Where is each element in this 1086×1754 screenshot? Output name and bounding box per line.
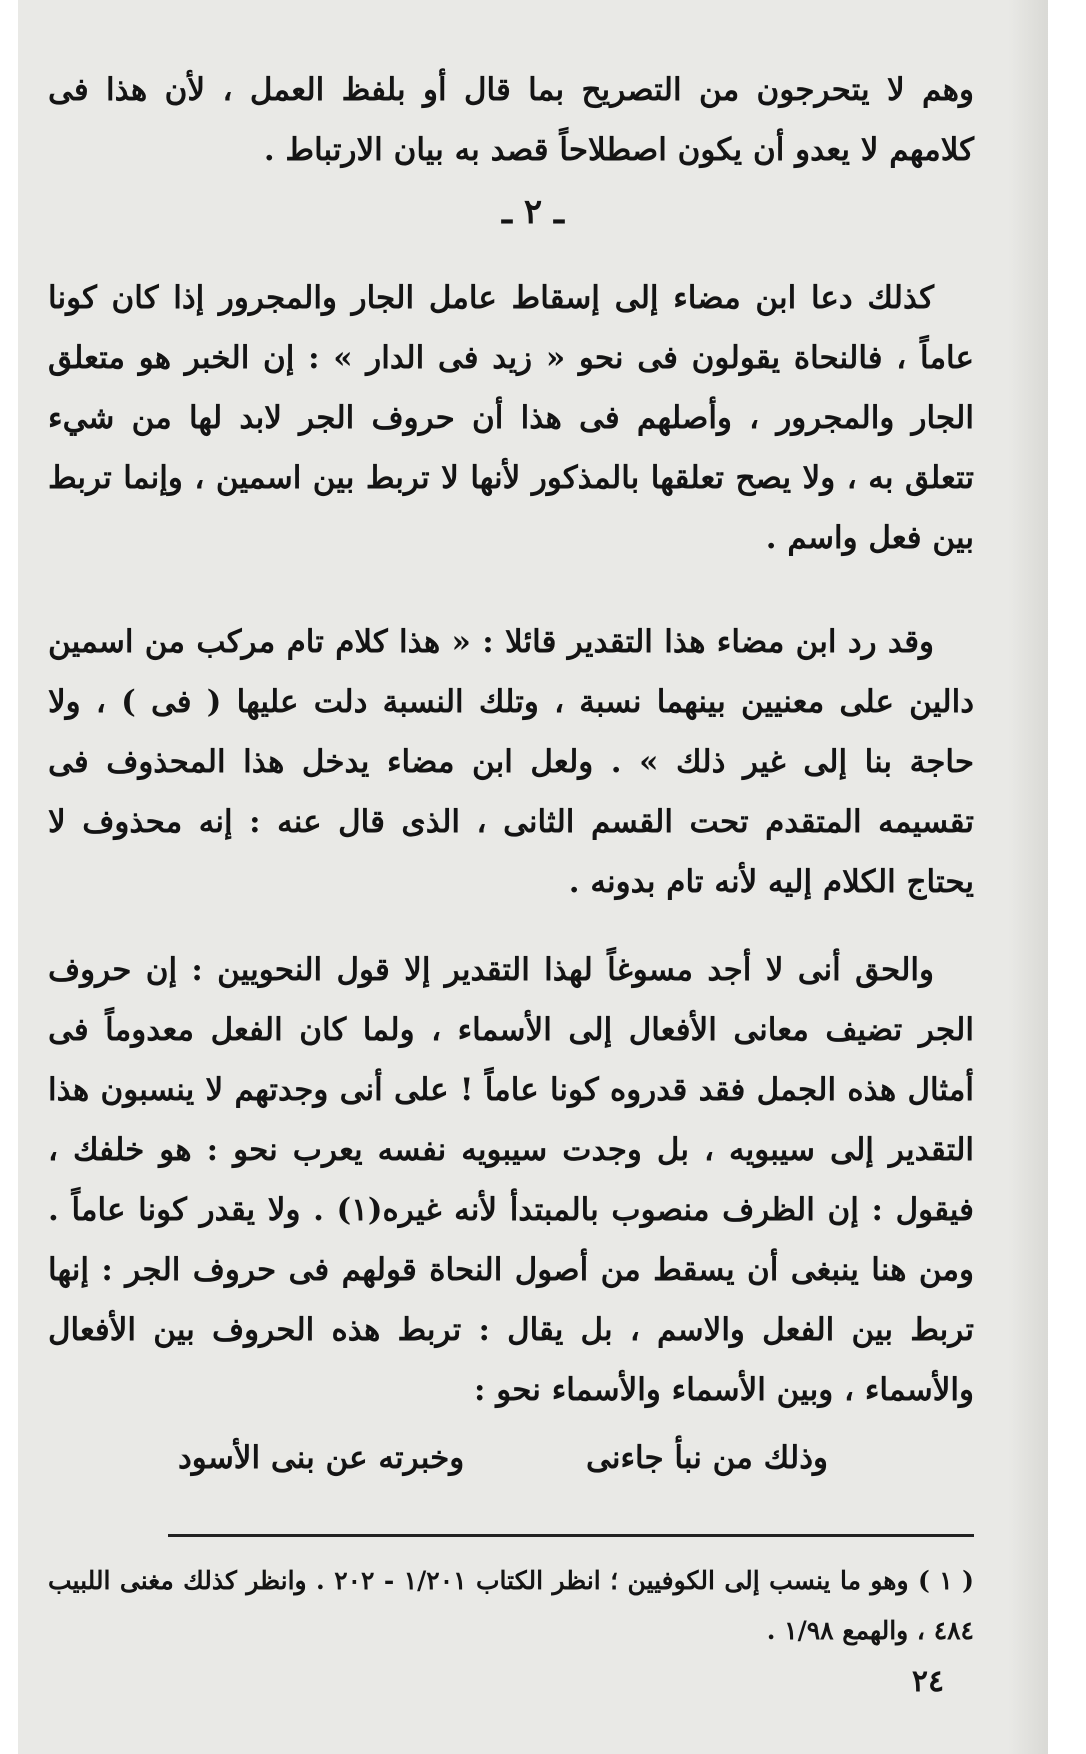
footnote-divider (168, 1534, 974, 1537)
footnote: ( ١ ) وهو ما ينسب إلى الكوفيين ؛ انظر الكتاب ١/٢٠١ - ٢٠٢ . وانظر كذلك مغنى اللبيب ٤٨٤ ، والهمع ١/٩٨ . (48, 1566, 974, 1645)
verse-line (178, 1440, 828, 1476)
section-marker: ـ ٢ ـ (502, 192, 564, 232)
paragraph-1: كذلك دعا ابن مضاء إلى إسقاط عامل الجار والمجرور إذا كان كونا عاماً ، فالنحاة يقولون فى نحو « زيد فى الدار » : إن الخبر هو متعلق الجار والمجرور ، وأصلهم فى هذا أن حروف الجر لابد لها من شيء تتعلق به ، ولا يصح تعلقها بالمذكور لأنها لا تربط بين اسمين ، وإنما تربط بين فعل واسم . (48, 280, 974, 556)
verse-second-hemistich: وخبرته عن بنى الأسود (178, 1440, 465, 1476)
paragraph-2: وقد رد ابن مضاء هذا التقدير قائلا : « هذا كلام تام مركب من اسمين دالين على معنيين بينهما نسبة ، وتلك النسبة دلت عليها ( فى ) ، ولا حاجة بنا إلى غير ذلك » . ولعل ابن مضاء يدخل هذا المحذوف فى تقسيمه المتقدم تحت القسم الثانى ، الذى قال عنه : إنه محذوف لا يحتاج الكلام إليه لأنه تام بدونه . (48, 624, 974, 900)
book-page (18, 0, 1048, 1754)
verse-first-hemistich: وذلك من نبأ جاءنى (585, 1440, 828, 1476)
intro-paragraph: وهم لا يتحرجون من التصريح بما قال أو بلفظ العمل ، لأن هذا فى كلامهم لا يعدو أن يكون اصطلاحاً قصد به بيان الارتباط . (48, 72, 974, 168)
paragraph-3: والحق أنى لا أجد مسوغاً لهذا التقدير إلا قول النحويين : إن حروف الجر تضيف معانى الأفعال إلى الأسماء ، ولما كان الفعل معدوماً فى أمثال هذه الجمل فقد قدروه كونا عاماً ! على أنى وجدتهم لا ينسبون هذا التقدير إلى سيبويه ، بل وجدت سيبويه نفسه يعرب نحو : هو خلفك ، فيقول : إن الظرف منصوب بالمبتدأ لأنه غيره(١) . ولا يقدر كونا عاماً . ومن هنا ينبغى أن يسقط من أصول النحاة قولهم فى حروف الجر : إنها تربط بين الفعل والاسم ، بل يقال : تربط هذه الحروف بين الأفعال والأسماء ، وبين الأسماء والأسماء نحو : (48, 952, 974, 1408)
page-number: ٢٤ (911, 1664, 945, 1699)
